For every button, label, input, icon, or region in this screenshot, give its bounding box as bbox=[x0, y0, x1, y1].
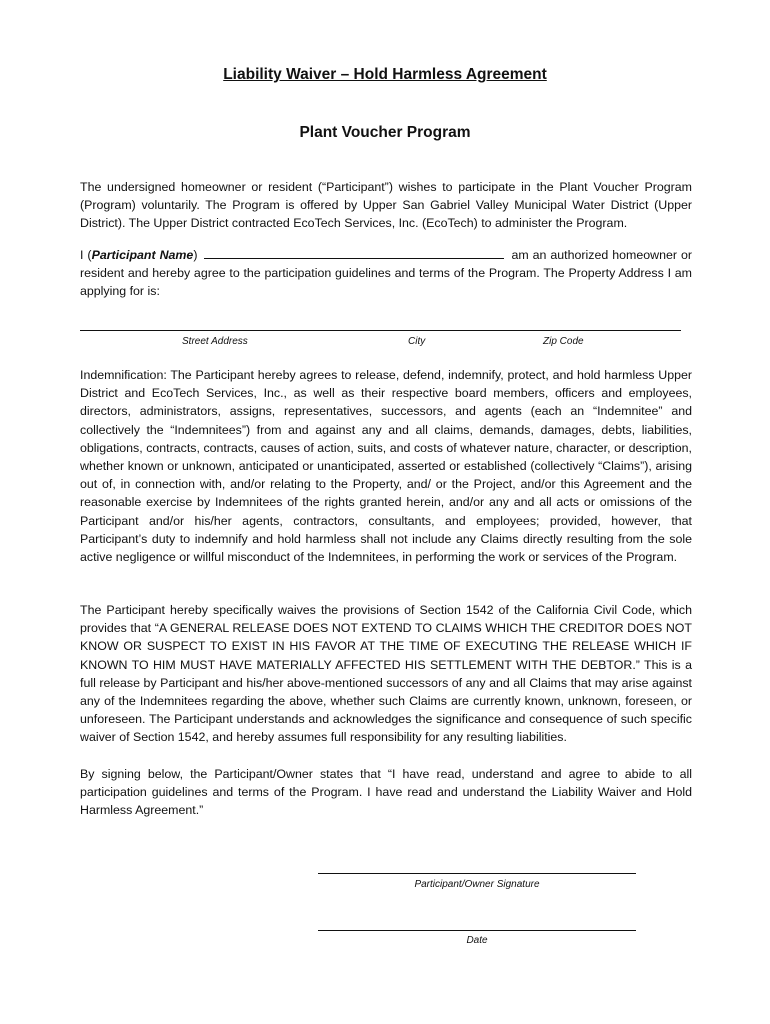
participant-paragraph bbox=[80, 246, 692, 301]
document-subtitle: Plant Voucher Program bbox=[299, 124, 471, 141]
participant-prefix-close: ) bbox=[193, 248, 198, 262]
date-label: Date bbox=[466, 935, 488, 946]
signature-label: Participant/Owner Signature bbox=[414, 879, 540, 890]
signature-field[interactable] bbox=[318, 873, 636, 874]
waiver-paragraph: The Participant hereby specifically waives the provisions of Section 1542 of the California Civil Code, which provides that “A GENERAL RELEASE DOES NOT EXTEND TO CLAIMS WHICH THE CREDITOR DOES NOT KNOW OR SUSPECT TO EXIST IN HIS FAVOR AT THE TIME OF EXECUTING THE RELEASE WHICH IF KNOWN TO HIM MUST HAVE MATERIALLY AFFECTED HIS SETTLEMENT WITH THE DEBTOR.” This is a full release by Participant and his/her above-mentioned successors of any and all Claims that may arise against any of the Indemnitees regarding the above, whether such Claims are currently known, unknown, foreseen, or unforeseen. The Participant understands and acknowledges the significance and consequence of such specific waiver of Section 1542, and hereby assumes full responsibility for any resulting liabilities. bbox=[80, 603, 692, 745]
participant-name-label: Participant Name bbox=[91, 248, 194, 262]
date-field[interactable] bbox=[318, 930, 636, 931]
document-title: Liability Waiver – Hold Harmless Agreement bbox=[223, 66, 547, 83]
zip-code-label: Zip Code bbox=[543, 336, 584, 347]
participant-prefix-open: I ( bbox=[80, 248, 92, 262]
city-label: City bbox=[408, 336, 426, 347]
signing-paragraph: By signing below, the Participant/Owner states that “I have read, understand and agree to abide to all participation guidelines and terms of the Program. I have read and understand the Liability Waiver and Hold Harmless Agreement.” bbox=[80, 767, 692, 818]
street-address-label: Street Address bbox=[182, 336, 248, 347]
participant-suffix: am an authorized homeowner or resident and hereby agree to the participation guidelines and terms of the Program. The Property Address I am applying for is: bbox=[80, 248, 692, 299]
property-address-field[interactable] bbox=[80, 330, 681, 331]
indemnification-paragraph: Indemnification: The Participant hereby agrees to release, defend, indemnify, protect, and hold harmless Upper District and EcoTech Services, Inc., as well as their respective board members, officers and employees, directors, administrators, assigns, representatives, successors, and agents (each an “Indemnitee” and collectively the “Indemnitees”) from and against any and all claims, demands, damages, debts, liabilities, obligations, contracts, contracts, causes of action, suits, and costs of whatever nature, character, or description, whether known or unknown, anticipated or unanticipated, asserted or established (collectively “Claims”), arising out of, in connection with, and/or relating to the Property, and/ or the Project, and/or this Agreement and the reasonable exercise by Indemnitees of the rights granted herein, and/or any and all acts or omissions of the Participant and/or his/her agents, contractors, consultants, and employees; provided, however, that Participant’s duty to indemnify and hold harmless shall not include any Claims directly resulting from the sole active negligence or willful misconduct of the Indemnitees, in performing the work or services of the Program. bbox=[80, 368, 692, 565]
participant-name-field[interactable] bbox=[204, 246, 504, 259]
intro-paragraph: The undersigned homeowner or resident (“Participant”) wishes to participate in the Plant Voucher Program (Program) voluntarily. The Program is offered by Upper San Gabriel Valley Municipal Water District (Upper District). The Upper District contracted EcoTech Services, Inc. (EcoTech) to administer the Program. bbox=[80, 180, 692, 231]
